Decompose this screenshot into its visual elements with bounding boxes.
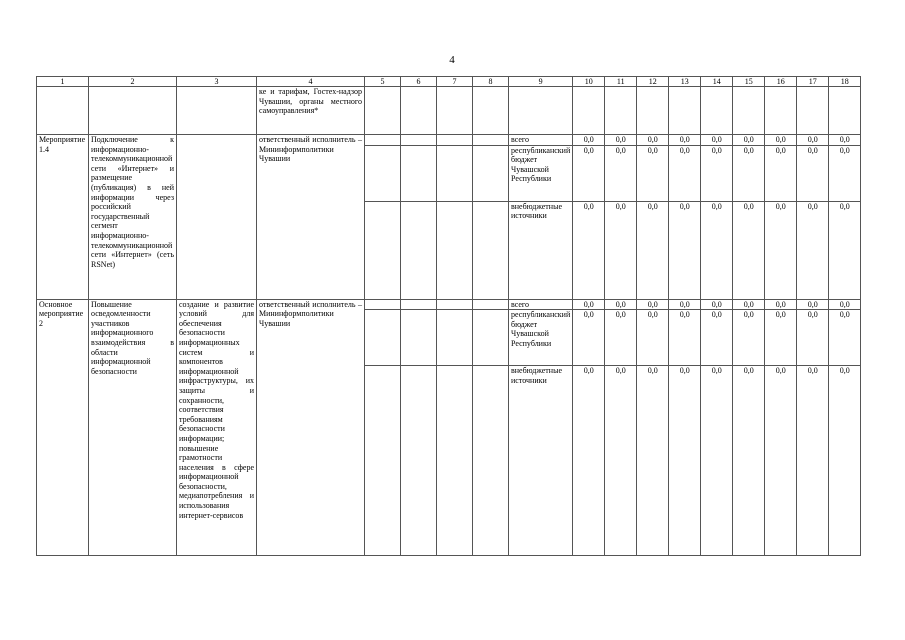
header-cell: 10 — [573, 77, 605, 87]
header-cell: 9 — [509, 77, 573, 87]
value-cell: 0,0 — [829, 135, 861, 146]
header-row — [37, 77, 861, 87]
funding-source: всего — [509, 135, 573, 146]
value-cell: 0,0 — [573, 366, 605, 556]
value-cell: 0,0 — [765, 201, 797, 299]
value-cell: 0,0 — [605, 145, 637, 201]
value-cell: 0,0 — [637, 201, 669, 299]
header-cell: 13 — [669, 77, 701, 87]
value-cell: 0,0 — [829, 299, 861, 310]
header-cell: 6 — [401, 77, 437, 87]
continuation-row — [37, 87, 861, 135]
value-cell: 0,0 — [797, 310, 829, 366]
header-cell: 14 — [701, 77, 733, 87]
header-cell: 8 — [473, 77, 509, 87]
event-result: создание и развитие условий для обеспечения безопасности информационных систем и компонентов информационной инфраструктуры, их защиты и сохранности, соответствия требованиям безопасности информации; повышение грамотности населения в сфере информационной безопасности, медиапотребления и использования интернет-сервисов — [177, 299, 257, 556]
value-cell: 0,0 — [605, 201, 637, 299]
event-executor: ответственный исполнитель – Мининформполитики Чувашии — [257, 299, 365, 556]
continuation-executors: ке и тарифам, Гостех-надзор Чувашии, органы местного самоуправления* — [257, 87, 365, 135]
header-cell: 16 — [765, 77, 797, 87]
value-cell: 0,0 — [573, 201, 605, 299]
value-cell: 0,0 — [765, 366, 797, 556]
funding-source: республиканский бюджет Чувашской Республики — [509, 310, 573, 366]
header-cell: 11 — [605, 77, 637, 87]
value-cell: 0,0 — [669, 135, 701, 146]
value-cell: 0,0 — [701, 145, 733, 201]
event-code: Основное мероприятие 2 — [37, 299, 89, 556]
value-cell: 0,0 — [701, 299, 733, 310]
header-cell: 2 — [89, 77, 177, 87]
page-number: 4 — [449, 54, 455, 66]
table-row — [37, 299, 861, 310]
value-cell: 0,0 — [701, 201, 733, 299]
value-cell: 0,0 — [797, 135, 829, 146]
value-cell: 0,0 — [829, 145, 861, 201]
event-code: Мероприятие 1.4 — [37, 135, 89, 300]
value-cell: 0,0 — [637, 145, 669, 201]
value-cell: 0,0 — [637, 135, 669, 146]
value-cell: 0,0 — [733, 366, 765, 556]
value-cell: 0,0 — [797, 201, 829, 299]
event-name: Повышение осведомленности участников информационного взаимодействия в области информационной безопасности — [89, 299, 177, 556]
value-cell: 0,0 — [733, 135, 765, 146]
value-cell: 0,0 — [733, 201, 765, 299]
value-cell: 0,0 — [605, 310, 637, 366]
value-cell: 0,0 — [701, 366, 733, 556]
value-cell: 0,0 — [669, 201, 701, 299]
event-executor: ответственный исполнитель – Мининформполитики Чувашии — [257, 135, 365, 300]
value-cell: 0,0 — [669, 145, 701, 201]
value-cell: 0,0 — [733, 310, 765, 366]
value-cell: 0,0 — [733, 299, 765, 310]
value-cell: 0,0 — [669, 310, 701, 366]
budget-table — [36, 76, 861, 556]
value-cell: 0,0 — [637, 366, 669, 556]
header-cell: 7 — [437, 77, 473, 87]
header-cell: 17 — [797, 77, 829, 87]
value-cell: 0,0 — [829, 310, 861, 366]
header-cell: 1 — [37, 77, 89, 87]
value-cell: 0,0 — [829, 366, 861, 556]
funding-source: внебюджетные источники — [509, 201, 573, 299]
header-cell: 5 — [365, 77, 401, 87]
value-cell: 0,0 — [605, 366, 637, 556]
value-cell: 0,0 — [765, 135, 797, 146]
header-cell: 3 — [177, 77, 257, 87]
value-cell: 0,0 — [797, 366, 829, 556]
table-row — [37, 135, 861, 146]
header-cell: 18 — [829, 77, 861, 87]
header-cell: 15 — [733, 77, 765, 87]
value-cell: 0,0 — [637, 310, 669, 366]
value-cell: 0,0 — [765, 145, 797, 201]
value-cell: 0,0 — [573, 135, 605, 146]
value-cell: 0,0 — [669, 366, 701, 556]
value-cell: 0,0 — [765, 310, 797, 366]
funding-source: всего — [509, 299, 573, 310]
funding-source: республиканский бюджет Чувашской Республики — [509, 145, 573, 201]
funding-source: внебюджетные источники — [509, 366, 573, 556]
header-cell: 12 — [637, 77, 669, 87]
value-cell: 0,0 — [605, 299, 637, 310]
header-cell: 4 — [257, 77, 365, 87]
value-cell: 0,0 — [573, 310, 605, 366]
value-cell: 0,0 — [701, 310, 733, 366]
value-cell: 0,0 — [605, 135, 637, 146]
event-name: Подключение к информационно-телекоммуникационной сети «Интернет» и размещение (публикация) в ней информации через российский государственный сегмент информационно-телекоммуникационной сети «Интернет» (сеть RSNet) — [89, 135, 177, 300]
value-cell: 0,0 — [573, 145, 605, 201]
value-cell: 0,0 — [797, 299, 829, 310]
value-cell: 0,0 — [797, 145, 829, 201]
value-cell: 0,0 — [637, 299, 669, 310]
value-cell: 0,0 — [733, 145, 765, 201]
value-cell: 0,0 — [573, 299, 605, 310]
value-cell: 0,0 — [701, 135, 733, 146]
event-result — [177, 135, 257, 300]
value-cell: 0,0 — [829, 201, 861, 299]
value-cell: 0,0 — [765, 299, 797, 310]
value-cell: 0,0 — [669, 299, 701, 310]
